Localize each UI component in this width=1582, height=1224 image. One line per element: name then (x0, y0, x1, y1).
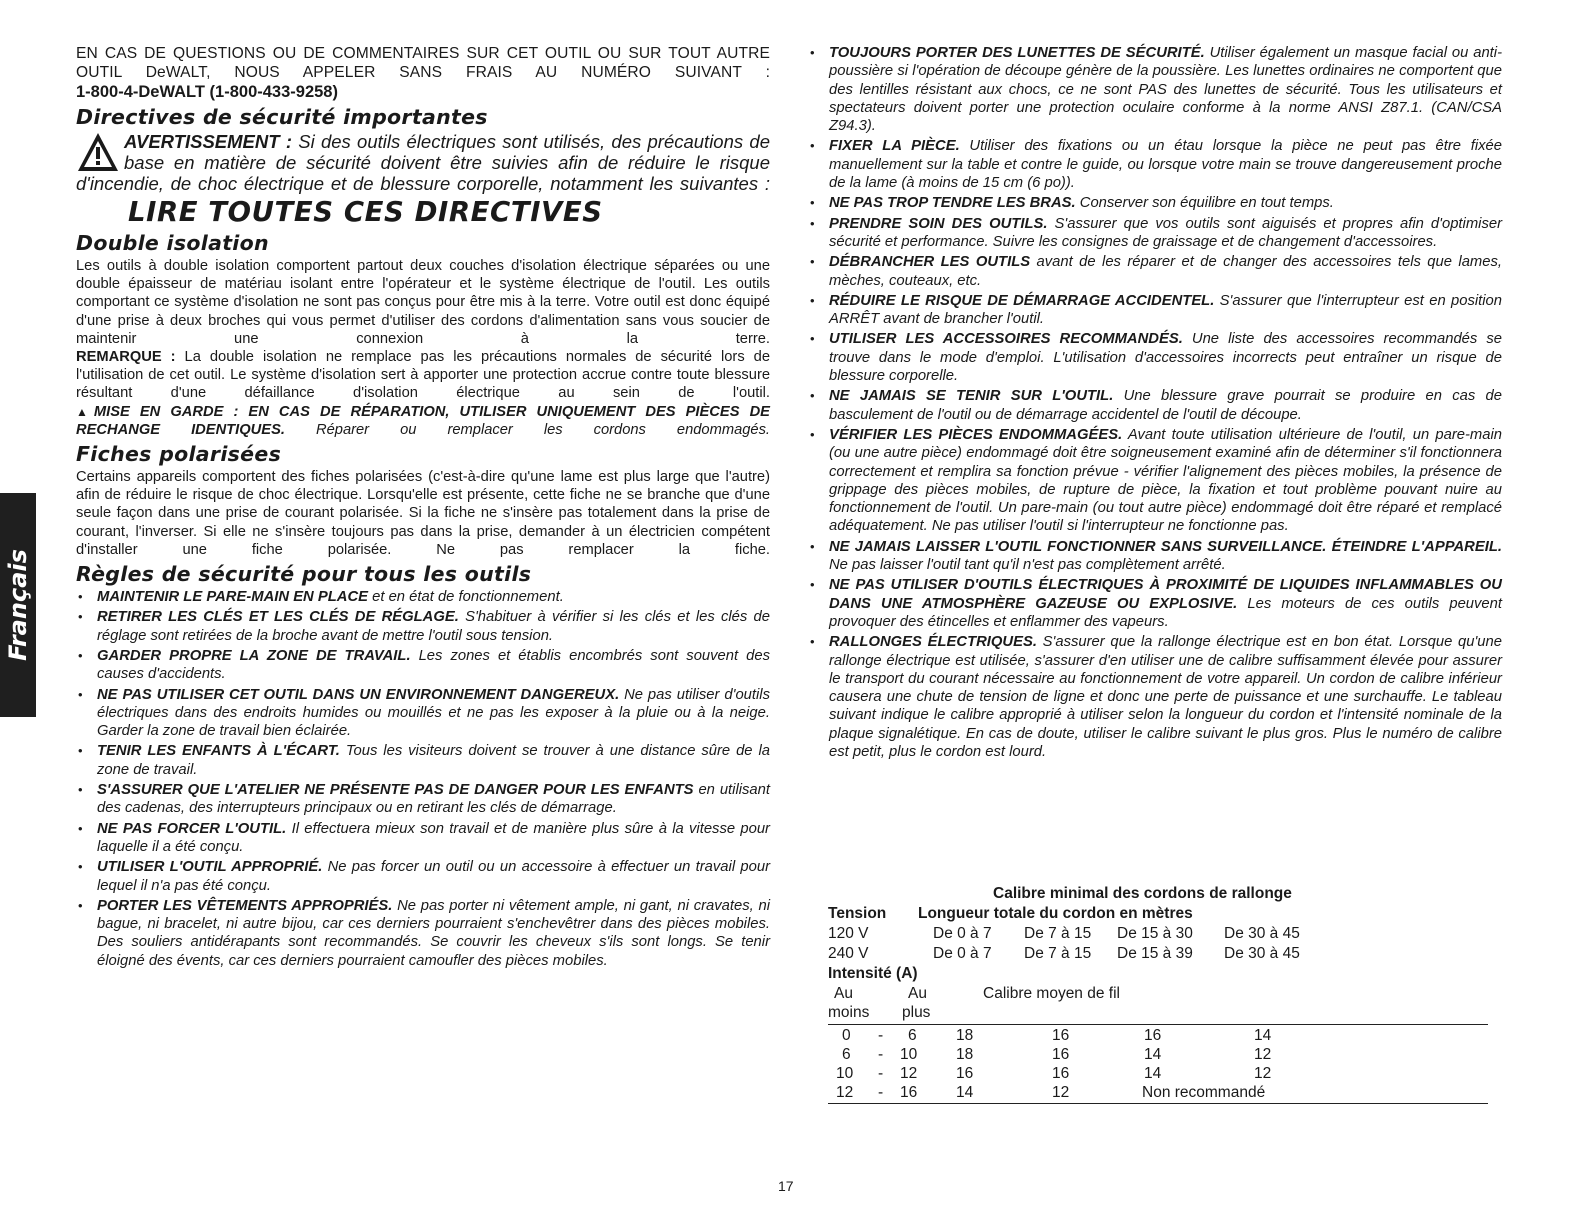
rule-text: Conserver son équilibre en tout temps. (1075, 195, 1334, 212)
gauge-cell: 16 (956, 1065, 974, 1082)
double-isolation-text: Les outils à double isolation comportent partout deux couches d'isolation électrique séparées ou une double épaisseur de matériau isolant entre l'opérateur et le système électrique de l'outil. Les outils comportant ce système d'isolation ne sont pas conçus pour être mis à la terre. Votre outil est donc équipé d'une prise à deux broches qui vous permet d'utiliser des cordons d'alimentation sans vous soucier de maintenir une connexion à la terre. (76, 258, 770, 347)
rule-text: Tous les visiteurs doivent se trouver à une distance sûre de la zone de travail. (97, 743, 770, 778)
volt-cell: De 0 à 7 (933, 945, 992, 962)
phone-number: 1-800-4-DeWALT (1-800-433-9258) (76, 83, 338, 101)
mise-en-garde-paragraph (76, 403, 770, 439)
rule-text: Utiliser également un masque facial ou anti-poussière si l'opération de découpe génère de la poussière. Les lunettes ordinaires ne comportent que des lentilles résistant aux chocs, ce ne sont PAS des lunettes de sécurité. Tous les utilisateurs et spectateurs doivent porter une protection oculaire conforme à la norme ANSI Z87.1. (CAN/CSA Z94.3). (829, 45, 1502, 135)
rule-item (808, 426, 1502, 536)
rule-title: VÉRIFIER LES PIÈCES ENDOMMAGÉES. (829, 426, 1123, 443)
rule-title: NE PAS FORCER L'OUTIL. (97, 820, 287, 837)
right-rules-list (808, 44, 1502, 761)
rule-item (808, 44, 1502, 135)
rule-title: NE PAS TROP TENDRE LES BRAS. (829, 195, 1076, 212)
calibre-label: Calibre moyen de fil (983, 985, 1120, 1002)
heading-directives: Directives de sécurité importantes (76, 105, 488, 129)
amp-dash: - (878, 1046, 884, 1063)
rule-item (808, 633, 1502, 761)
rule-item (808, 330, 1502, 385)
rule-item (76, 686, 770, 741)
gauge-cell: 12 (1052, 1084, 1070, 1101)
left-rules-list (76, 588, 770, 970)
volt-cell: De 7 à 15 (1024, 945, 1092, 962)
gauge-cell: 16 (1052, 1046, 1070, 1063)
gauge-cell: 14 (1144, 1065, 1162, 1082)
remarque-paragraph (76, 348, 770, 403)
gauge-cell: 14 (1254, 1027, 1272, 1044)
rule-item (76, 647, 770, 684)
rule-title: PRENDRE SOIN DES OUTILS. (829, 215, 1048, 232)
gauge-cell: 18 (956, 1046, 974, 1063)
amp-max: 16 (900, 1084, 918, 1101)
rule-text: en utilisant des cadenas, des interrupteurs principaux ou en retirant les clés de démarrage. (97, 782, 770, 817)
rule-text: Les zones et établis encombrés sont souvent des causes d'accidents. (97, 647, 770, 683)
gauge-cell: 18 (956, 1027, 974, 1044)
rule-text: Ne pas laisser l'outil tant qu'il n'est pas complètement arrêté. (829, 557, 1226, 574)
rule-title: RALLONGES ÉLECTRIQUES. (829, 634, 1037, 651)
volt-cell: De 15 à 39 (1117, 945, 1193, 962)
rule-item (808, 215, 1502, 252)
rule-title: TENIR LES ENFANTS À L'ÉCART. (97, 743, 340, 760)
volt-cell: De 30 à 45 (1224, 945, 1300, 962)
rule-title: NE JAMAIS LAISSER L'OUTIL FONCTIONNER SANS SURVEILLANCE. ÉTEINDRE L'APPAREIL. (829, 538, 1502, 555)
volt-row-120: 120 V (828, 925, 869, 942)
rule-text: Une blessure grave pourrait se produire en cas de basculement de l'outil ou de démarrage accidentel de l'outil de découpe. (829, 388, 1502, 423)
warning-label: AVERTISSEMENT : (124, 131, 292, 152)
right-column (808, 44, 1502, 763)
rule-text: Utiliser des fixations ou un étau lorsque la pièce ne peut pas être fixée manuellement sur la table et contre le guide, ou lorsque votre main se trouve dangereusement proche de la lame (à moins de 15 cm (6 po)). (829, 138, 1502, 192)
gauge-cell: 12 (1254, 1065, 1272, 1082)
rule-item (76, 820, 770, 857)
au-moins-2: moins (828, 1004, 870, 1021)
rule-item (808, 538, 1502, 575)
gauge-cell: Non recommandé (1142, 1084, 1266, 1101)
rule-title: DÉBRANCHER LES OUTILS (829, 254, 1031, 271)
amp-min: 6 (842, 1046, 851, 1063)
gauge-cell: 16 (1052, 1065, 1070, 1082)
au-plus-1: Au (908, 985, 927, 1002)
rule-title: UTILISER LES ACCESSOIRES RECOMMANDÉS. (829, 331, 1183, 348)
mise-en-garde-text: Réparer ou remplacer les cordons endommagés. (316, 421, 771, 438)
length-label: Longueur totale du cordon en mètres (918, 905, 1193, 922)
amp-dash: - (878, 1084, 884, 1101)
rule-item (76, 858, 770, 895)
au-moins-1: Au (834, 985, 853, 1002)
rule-text: Ne pas forcer un outil ou un accessoire à effectuer un travail pour lequel il n'a pas été conçu. (97, 859, 770, 894)
rule-title: NE PAS UTILISER CET OUTIL DANS UN ENVIRONNEMENT DANGEREUX. (97, 686, 620, 703)
mise-en-garde-label: MISE EN GARDE : EN CAS DE RÉPARATION, UTILISER UNIQUEMENT DES PIÈCES DE RECHANGE IDENTIQUES. (76, 403, 770, 438)
gauge-cell: 16 (1144, 1027, 1162, 1044)
language-tab (0, 493, 36, 717)
rule-text: Ne pas utiliser d'outils électriques dans des endroits humides ou mouillés et ne pas les exposer à la pluie ou à la neige. Garder la zone de travail bien éclairée. (97, 686, 770, 740)
au-plus-2: plus (902, 1004, 931, 1021)
rule-text: Il effectuera mieux son travail et de manière plus sûre à la vitesse pour laquelle il a été conçu. (97, 820, 770, 855)
table-rule-bottom (828, 1103, 1488, 1104)
rule-text: Les moteurs de ces outils peuvent provoquer des étincelles et enflammer des vapeurs. (829, 595, 1502, 630)
amp-min: 0 (842, 1027, 851, 1044)
heading-regles: Règles de sécurité pour tous les outils (76, 562, 532, 587)
amp-dash: - (878, 1027, 884, 1044)
rule-item (76, 781, 770, 818)
rule-title: RÉDUIRE LE RISQUE DE DÉMARRAGE ACCIDENTEL. (829, 292, 1215, 309)
remarque-label: REMARQUE : (76, 349, 176, 366)
rule-item (808, 137, 1502, 192)
volt-cell: De 15 à 30 (1117, 925, 1193, 942)
rule-title: TOUJOURS PORTER DES LUNETTES DE SÉCURITÉ. (829, 45, 1205, 61)
volt-cell: De 7 à 15 (1024, 925, 1092, 942)
table-rule-top (828, 1024, 1488, 1025)
rule-item (808, 253, 1502, 290)
rule-title: NE JAMAIS SE TENIR SUR L'OUTIL. (829, 388, 1114, 405)
volt-cell: De 30 à 45 (1224, 925, 1300, 942)
rule-item (76, 608, 770, 645)
remarque-text: La double isolation ne remplace pas les précautions normales de sécurité lors de l'utilisation de cet outil. Le système d'isolation sert à apporter une protection accrue contre toute blessure résultant d'une défaillance d'isolation électrique au sein de l'outil. (76, 349, 770, 402)
volt-row-240: 240 V (828, 945, 869, 962)
rule-title: PORTER LES VÊTEMENTS APPROPRIÉS. (97, 897, 393, 914)
rule-text: Avant toute utilisation ultérieure de l'outil, un pare-main (ou une autre pièce) endommagé doit être soigneusement examiné afin de déterminer s'il fonctionnera correctement et remplira sa fonction prévue - vérifier l'alignement des pièces mobiles, la présence de grippage des pièces mobiles, de rupture de pièce, la fixation et tout problème pouvant nuire au fonctionnement de l'outil. Un pare-main (ou tout autre pièce) endommagé doit être réparé et remplacé adéquatement. Ne pas utiliser l'outil si l'interrupteur ne fonctionne pas. (829, 426, 1502, 535)
rule-item (76, 897, 770, 970)
rule-item (76, 742, 770, 779)
gauge-cell: 12 (1254, 1046, 1272, 1063)
rule-title: FIXER LA PIÈCE. (829, 138, 960, 155)
warning-block (76, 131, 770, 194)
table-caption: Calibre minimal des cordons de rallonge (993, 885, 1292, 902)
rule-title: NE PAS UTILISER D'OUTILS ÉLECTRIQUES À PROXIMITÉ DE LIQUIDES INFLAMMABLES OU DANS UNE ATMOSPHÈRE GAZEUSE OU EXPLOSIVE. (829, 577, 1502, 612)
page-number: 17 (778, 1178, 794, 1194)
rule-text: avant de les réparer et de changer des accessoires tels que lames, mèches, couteaux, etc. (829, 254, 1502, 289)
rule-title: MAINTENIR LE PARE-MAIN EN PLACE (97, 589, 369, 606)
amp-min: 12 (836, 1084, 854, 1101)
amp-max: 6 (908, 1027, 917, 1044)
rule-title: RETIRER LES CLÉS ET LES CLÉS DE RÉGLAGE. (97, 609, 459, 626)
rule-item (808, 194, 1502, 212)
heading-fiches: Fiches polarisées (76, 442, 282, 467)
rule-text: S'habituer à vérifier si les clés et les clés de réglage sont retirées de la broche avant de mettre l'outil sous tension. (97, 609, 770, 644)
rule-title: UTILISER L'OUTIL APPROPRIÉ. (97, 859, 323, 876)
amp-dash: - (878, 1065, 884, 1082)
rule-item (76, 588, 770, 606)
amp-min: 10 (836, 1065, 854, 1082)
rule-title: S'ASSURER QUE L'ATELIER NE PRÉSENTE PAS DE DANGER POUR LES ENFANTS (97, 782, 694, 799)
heading-double-isolation: Double isolation (76, 231, 269, 255)
gauge-cell: 14 (1144, 1046, 1162, 1063)
language-tab-label: Français (4, 549, 32, 661)
gauge-cell: 16 (1052, 1027, 1070, 1044)
rule-text: S'assurer que la rallonge électrique est en bon état. Lorsque qu'une rallonge électrique est utilisée, s'assurer d'en utiliser une de calibre suffisamment élevée pour assurer le transport du courant nécessaire au fonctionnement de votre appareil. Un cordon de calibre inférieur causera une chute de tension de ligne et donc une perte de puissance et une surchauffe. Le tableau suivant indique le calibre approprié à utiliser selon la longueur du cordon et l'intensité nominale de la plaque signalétique. En cas de doute, utiliser le calibre suivant le plus gros. Plus le numéro de calibre est petit, plus le cordon est lourd. (829, 634, 1502, 760)
rule-text: et en état de fonctionnement. (368, 589, 564, 606)
rule-title: GARDER PROPRE LA ZONE DE TRAVAIL. (97, 647, 411, 664)
tension-label: Tension (828, 905, 887, 922)
rule-text: Une liste des accessoires recommandés se trouve dans le mode d'emploi. L'utilisation d'accessoires incorrects peut entraîner un risque de blessure corporelle. (829, 331, 1502, 385)
rule-text: Ne pas porter ni vêtement ample, ni gant, ni cravates, ni bague, ni bracelet, ni autre bijou, car ces derniers pourraient s'enchevêtrer dans des pièces mobiles. Des souliers antidérapants sont recommandés. Se couvrir les cheveux s'ils sont longs. Se tenir éloigné des évents, car ces derniers pourraient camoufler des pièces mobiles. (97, 897, 770, 969)
heading-lire: LIRE TOUTES CES DIRECTIVES (128, 196, 603, 228)
intensite-label: Intensité (A) (828, 965, 918, 982)
intro-text: EN CAS DE QUESTIONS OU DE COMMENTAIRES SUR CET OUTIL OU SUR TOUT AUTRE OUTIL DeWALT, NOUS APPELER SANS FRAIS AU NUMÉRO SUIVANT : (76, 45, 770, 81)
left-column (76, 44, 770, 972)
rule-item (808, 292, 1502, 329)
rule-text: S'assurer que l'interrupteur est en position ARRÊT avant de brancher l'outil. (829, 292, 1502, 328)
warning-text: Si des outils électriques sont utilisés, des précautions de base en matière de sécurité doivent être suivies afin de réduire le risque d'incendie, de choc électrique et de blessure corporelle, notamment les suivantes : (76, 131, 770, 194)
fiches-text: Certains appareils comportent des fiches polarisées (c'est-à-dire qu'une lame est plus large que l'autre) afin de réduire le risque de choc électrique. Lorsqu'elle est présente, cette fiche ne se branche que d'une seule façon dans une prise de courant polarisée. Si la fiche ne s'insère pas totalement dans la prise de courant, l'inverser. Si elle ne s'insère toujours pas dans la prise, demander à un électricien compétent d'installer une fiche polarisée. Ne pas remplacer la fiche. (76, 469, 770, 558)
rule-item (808, 387, 1502, 424)
amp-max: 10 (900, 1046, 918, 1063)
rule-item (808, 576, 1502, 631)
warning-triangle-icon (76, 131, 120, 173)
amp-max: 12 (900, 1065, 918, 1082)
gauge-cell: 14 (956, 1084, 974, 1101)
volt-cell: De 0 à 7 (933, 925, 992, 942)
rule-text: S'assurer que vos outils sont aiguisés et propres afin d'optimiser sécurité et performance. Suivre les consignes de graissage et de changement d'accessoires. (829, 215, 1503, 250)
caution-icon: ▲ (76, 404, 94, 419)
